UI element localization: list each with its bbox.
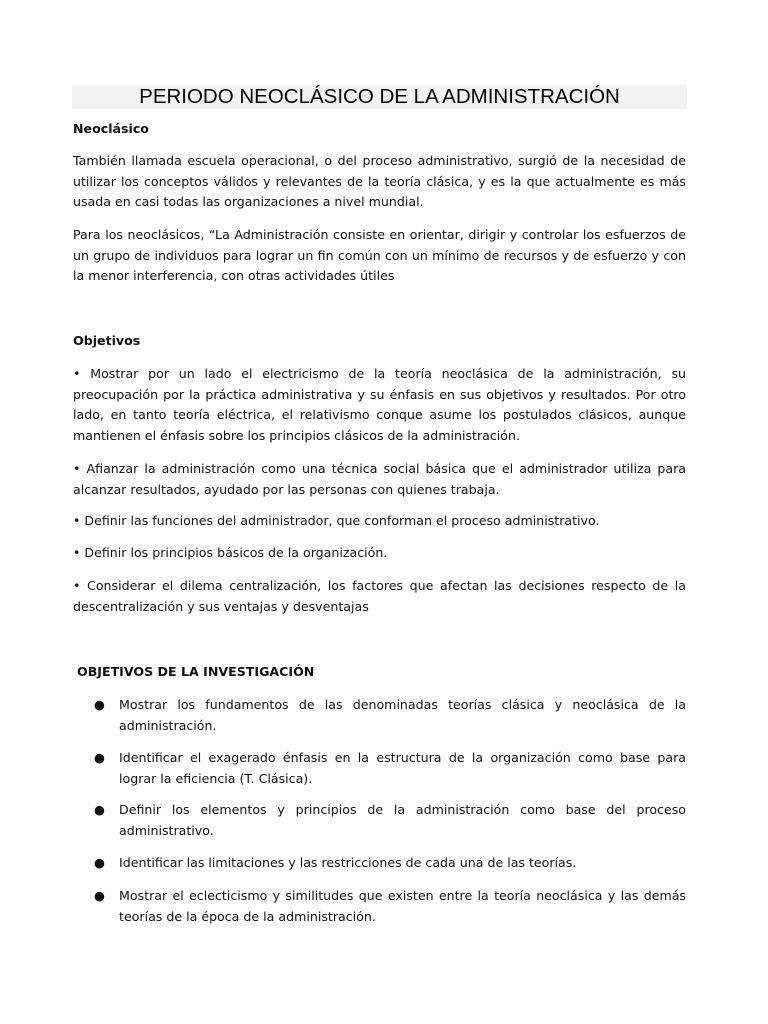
paragraph-quote: Para los neoclásicos, “La Administración consiste en orientar, dirigir y controlar los esfuerzos de un grupo de individuos para lograr un fin común con un mínimo de recursos y de esfuerzo y con la menor interferencia, con otras actividades útiles <box>73 227 686 283</box>
objective-item-5: • Considerar el dilema centralización, los factores que afectan las decisiones respecto de la descentralización y sus ventajas y desventajas <box>73 578 686 614</box>
list-item-text: Mostrar los fundamentos de las denominadas teorías clásica y neoclásica de la administración. <box>119 697 686 733</box>
section-heading-objetivos-investigacion: OBJETIVOS DE LA INVESTIGACIÓN <box>77 664 315 679</box>
list-item-text: Identificar el exagerado énfasis en la estructura de la organización como base para lograr la eficiencia (T. Clásica). <box>119 750 686 786</box>
bullet-icon: ● <box>94 750 105 765</box>
bullet-icon: ● <box>94 888 105 903</box>
list-item-text: Mostrar el eclecticismo y similitudes que existen entre la teoría neoclásica y las demás teorías de la época de la administración. <box>119 888 686 924</box>
section-heading-neoclasico: Neoclásico <box>73 121 149 136</box>
bullet-icon: ● <box>94 855 105 870</box>
objective-item-4: • Definir los principios básicos de la organización. <box>73 545 388 560</box>
bullet-icon: ● <box>94 697 105 712</box>
objective-item-1: • Mostrar por un lado el electricismo de la teoría neoclásica de la administración, su preocupación por la práctica administrativa y su énfasis en sus objetivos y resultados. Por otro lado, en tanto teoría eléctrica, el relativismo conque asume los postulados clásicos, aunque mantienen el énfasis sobre los principios clásicos de la administración. <box>73 366 686 443</box>
section-heading-objetivos: Objetivos <box>73 333 141 348</box>
paragraph-definition: También llamada escuela operacional, o del proceso administrativo, surgió de la necesidad de utilizar los conceptos válidos y relevantes de la teoría clásica, y es la que actualmente es más usada en casi todas las organizaciones a nivel mundial. <box>73 153 686 209</box>
list-item-text: Identificar las limitaciones y las restricciones de cada una de las teorías. <box>119 855 577 870</box>
list-item-text: Definir los elementos y principios de la administración como base del proceso administrativo. <box>119 802 686 838</box>
bullet-icon: ● <box>94 802 105 817</box>
objective-item-3: • Definir las funciones del administrador, que conforman el proceso administrativo. <box>73 513 600 528</box>
objective-item-2: • Afianzar la administración como una técnica social básica que el administrador utiliza para alcanzar resultados, ayudado por las personas con quienes trabaja. <box>73 461 686 497</box>
page-title: PERIODO NEOCLÁSICO DE LA ADMINISTRACIÓN <box>139 85 620 108</box>
